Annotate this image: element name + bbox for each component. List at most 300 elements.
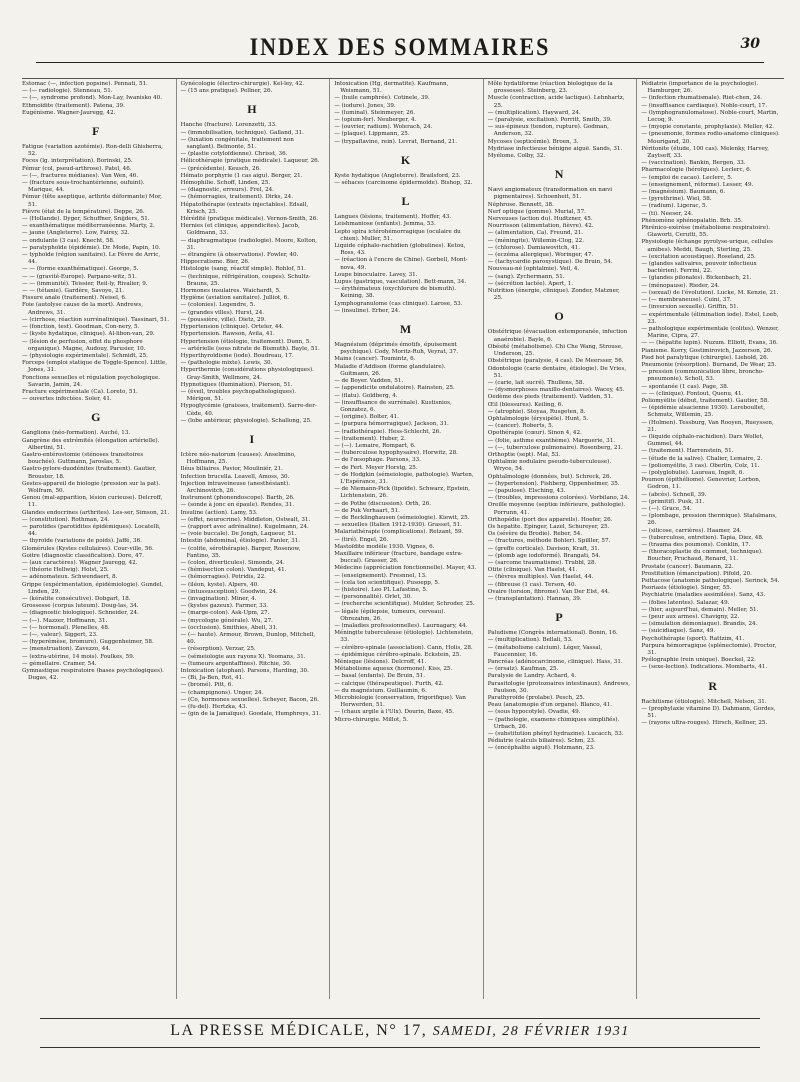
index-entry: — de Boyer. Vadden, 51.: [334, 378, 404, 385]
index-entry: Ophtalmie nodulaire pseudo-tuberculeuse). Wryce, 54.: [487, 459, 612, 473]
index-entry: — (constitution). Rothman, 24.: [22, 516, 110, 523]
index-entry: Nævi angiomateux (transformation en nævi pigmentaires). Schoenheit, 51.: [487, 187, 613, 201]
index-entry: — (kératite consécutive). Dobgart, 18.: [22, 596, 131, 602]
index-entry: — (insuline). Erber, 24.: [334, 307, 400, 314]
index-entry: Gangrène des extrémités (élongation artérielle). Albertini, 51.: [22, 437, 160, 451]
index-entry: Pédiatrie (importance de la psychologie). Hamburger, 26.: [641, 81, 759, 95]
index-entry: — (éveil, troubles psychopathologiques). Mérigon, 51.: [180, 388, 296, 403]
index-entry: — (voie buccale). De Jongh, Laqueur, 51.: [180, 531, 297, 538]
index-entry: — — (immunité). Teissier, Reil-ly, Rivalier, 9.: [22, 280, 148, 287]
index-entry: — (résorption). Verzar, 25.: [180, 646, 256, 653]
index-entry: — (atrophie). Stoyaa, Rusgeten, 8.: [487, 408, 586, 415]
index-entry: Malariathérapie (complications). Retzant, 59.: [334, 529, 464, 536]
index-entry: — (poussière, ville). Dietz, 29.: [180, 316, 266, 323]
index-entry: — (opium-fer). Neuberger, 4.: [334, 117, 417, 124]
letter-heading: K: [400, 152, 411, 167]
index-entry: Psychothérapie (sport). Rattzim, 41.: [641, 635, 745, 642]
index-entry: — — (gravité-Europe). Parpano-witz, 51.: [22, 273, 137, 280]
index-entry: — (diagnostic, erreurs). Frel, 24.: [180, 187, 274, 194]
index-entry: — (maladies professionnelles). Laurnagary, 44.: [334, 623, 468, 629]
index-entry: Mycoses (septicémie). Broen, 3.: [487, 138, 579, 145]
index-entry: — (cela ton scientifique). Pusoepp, 5.: [334, 579, 440, 586]
letter-heading: F: [92, 124, 100, 139]
index-entry: — (pathologie, examens chimiques simplifiés). Urbach, 26.: [487, 716, 620, 730]
index-entry: — (sous hypocotyle). Ovadie, 49.: [487, 709, 581, 716]
index-entry: — expérimentale (élimination iode). Estel, Loeb, 23.: [641, 311, 779, 325]
index-entry: Hypertension (étiologie, traitement). Dunn, 5.: [180, 338, 312, 345]
index-entry: Ophtalmologie (érysipèle). Hunt, 5.: [487, 415, 589, 422]
index-entry: — calcique (thérapeutique). Furth, 42.: [334, 680, 444, 687]
index-entry: — exanthématique méditerranéenne. Marty, 2.: [22, 223, 155, 230]
index-entry: Magnésium (déprimés émotifs, épuisement psychique). Cody, Moritz-Ruh, Veyrat, 37.: [334, 342, 459, 356]
index-entry: — (alimentation, Ca). Freund, 21.: [487, 230, 584, 237]
index-entry: — (—, valeur). Siggert, 23.: [22, 632, 98, 639]
index-entry: — (tumeurs argentaffines). Ritchie, 30.: [180, 660, 292, 667]
index-entry: — (—, tuberculose pulmonaire). Rosenberg, 21.: [487, 444, 623, 451]
index-entry: Micro-chirurgie. Millot, 5.: [334, 716, 409, 723]
index-entry: — (—). Lemaire, Rompart, 6.: [334, 442, 416, 449]
index-entry: — (ménopause). Rieder, 24.: [641, 282, 720, 289]
index-entry: Gynécologie (électro-chirurgie). Kel-ley, 42.: [180, 81, 305, 87]
index-entry: Lymphogranulome (cas clinique). Larose, 53.: [334, 300, 463, 307]
index-entry: — (épidémie alsacienne 1930). Lereboullet, Schmutz, Willemin, 25.: [641, 405, 766, 419]
index-entry: — ouvertes infectées. Soler, 41.: [22, 396, 112, 403]
index-entry: Langues (lésions, traitement). Hoffer, 43.: [334, 214, 452, 221]
index-entry: — (enseignement, réforme). Lesser, 49.: [641, 181, 754, 188]
index-entry: — (radiothérapie). Hess-Schlecht, 26.: [334, 428, 441, 435]
index-entry: — séhaces (carcinome épidermoïde). Bishop, 32.: [334, 180, 473, 187]
index-entry: — érythémateux (oxychlorure de bismuth). Keining, 38.: [334, 286, 457, 300]
index-entry: Otite (clinique). Van Haelst, 41.: [487, 567, 578, 574]
index-entry: Ictère néo-natorum (causes). Anselmino, Hoffmann, 25.: [180, 451, 296, 466]
index-entry: Fatigue (variation azotémie). Ron-delli Ghisberra, 52.: [22, 144, 163, 158]
index-entry: — (inversion sexuelle). Griffin, 51.: [641, 304, 739, 311]
index-entry: — (kystes gazeux). Farmer, 33.: [180, 603, 269, 610]
index-entry: — (Holmen). Tessburg, Van Rooyen, Rueyssen, 21.: [641, 419, 774, 433]
index-entry: Poliomyélite (début, traitement). Gautier, 58.: [641, 397, 770, 404]
index-entry: — (Bi, Ja-Ben, Rot, 41.: [180, 675, 244, 682]
index-entry: — (iodure). Jones, 39.: [334, 102, 396, 109]
index-entry: — (paralysie, excitation). Porritt, Smith, 39.: [487, 117, 612, 124]
index-entry: Hormones insulaires. Waichardt, 5.: [180, 288, 281, 295]
index-entry: Muscle (contraction, acide lactique). Lehnhartz, 25.: [487, 95, 625, 109]
index-entry: — (menstruation). Zavezzo, 44.: [22, 646, 111, 653]
index-entry: Phrénico-exérèse (métabolisme respiratoire). Giaworti, Cerutti, 55.: [641, 225, 770, 239]
letter-heading: H: [247, 102, 257, 117]
index-entry: — artérielle (sous nitrate de Bismuth). Bayle, 51.: [180, 345, 320, 352]
index-entry: — (technique, réfrigération, coupes). Schultz-Brauns, 25.: [180, 273, 311, 287]
index-entry: — (magnésium). Baumann, 6.: [641, 189, 726, 196]
index-entry: Ethmoïdite (traitement). Patena, 39.: [22, 102, 125, 109]
index-entry: Parasitologie (protozoaires intestinaux). Andrews, Paulson, 30.: [487, 680, 630, 694]
index-entry: — (kyste hydatique, clinique). Al-libon-van, 29.: [22, 331, 155, 338]
index-entry: — (grandes villes). Hurst, 24.: [180, 309, 265, 316]
index-entry: — (sonde à jonc en épaule). Rendes, 31.: [180, 502, 295, 509]
index-entry: Intoxication (Hg, dermatite). Kaufmann, Weismann, 51.: [334, 81, 449, 95]
index-entry: Gymnastique respiratoire (bases psychologiques). Dugas, 42.: [22, 668, 164, 682]
index-entry: Poumon (épithéliome). Genevrier, Lorbon, Godron, 11.: [641, 477, 761, 491]
index-entry: — (hypertension). Fishberg, Oppenheimer, 35.: [487, 480, 620, 487]
index-entry: — (— membraneuse). Cuini, 37.: [641, 297, 732, 304]
index-entry: — (—, syndrome profond). Mon-Lay, Iwanisko 40.: [22, 95, 162, 102]
index-entry: — (liquide céphalo-rachidien). Dars Wollet, Gummel, 44.: [641, 433, 764, 448]
index-entry: Môle hydatiforme (réaction biologique de la grossesse). Steinberg, 23.: [487, 81, 613, 95]
index-entry: Foces (lg. interprétation). Borinski, 25.: [22, 158, 133, 165]
index-entry: — de Recklinghausen (sémeiologie). Kiewit, 25.: [334, 514, 470, 521]
index-entry: Hémophilie. Schoff, Linden, 25.: [180, 180, 271, 187]
index-entry: — (hémorragies). Petridis, 22.: [180, 574, 266, 581]
index-entry: Néphrose. Bennett, 38.: [487, 201, 554, 208]
index-entry: — (prophylaxie vitamine D). Dahmann, Gordes, 51.: [641, 705, 776, 720]
index-entry: Grippe (expérimentation, épidémiologie). Gundel, Linden, 29.: [22, 581, 164, 595]
index-entry: — (théorie Hellwig). Holst, 25.: [22, 567, 109, 574]
index-entry: — (excitation acoustique). Roseland, 25.: [641, 253, 756, 260]
index-entry: Hypertension (clinique). Orteler, 44.: [180, 324, 284, 331]
index-entry: — (précédente). Keusch, 26.: [180, 165, 261, 172]
index-entry: Insuline (action). Lamy, 53.: [180, 509, 258, 516]
index-entry: — (enseignement). Fresnnel, 13.: [334, 572, 427, 579]
index-entry: Nouveau-né (ophtalmie). Veil, 4.: [487, 266, 580, 273]
index-entry: Nutrition (énergie, clinique). Zonder, Matzner, 25.: [487, 288, 620, 302]
index-entry: — (immobilisation, technique). Galland, 31.: [180, 129, 304, 136]
index-entry: — de Niemann-Pick (lipoïde). Schwarz, Epstein, Lichtenstein, 26.: [334, 486, 471, 500]
index-entry: — (suicidiaque). Sanz, 49.: [641, 628, 716, 635]
index-entry: Méningite tuberculeuse (étiologie). Lichtenstein, 33.: [334, 630, 474, 644]
index-entry: Glandes endocrines (arthrites). Les-ser, Simson, 21.: [22, 509, 170, 516]
index-column: [176, 79, 324, 999]
index-entry: Fonctions sexuelles et régulation psychologique. Savarin, Jamin, 24.: [22, 374, 161, 388]
index-entry: — (glandes pilonales). Bickenbach, 21.: [641, 275, 752, 282]
index-entry: Hérédité (pratique médicale). Vernon-Smith, 26.: [180, 216, 319, 223]
index-columns: [22, 78, 784, 999]
index-entry: Os (sévère du Brodie). Reber, 54.: [487, 531, 583, 538]
index-entry: — (carie, lait sucré). Thullens, 58.: [487, 379, 585, 386]
index-entry: Ganglions (néo-formation). Auché, 13.: [22, 430, 131, 437]
index-entry: Estomac (—, infection popsine). Pennati, 51.: [22, 81, 148, 87]
index-entry: Fémur (col, pseud-arthrose). Patel, 46.: [22, 165, 132, 172]
index-entry: Ophtalmologie (données, but). Schreck, 26.: [487, 473, 612, 480]
index-entry: Physiologie (échange pyrolyse-urique, cellules amibes). Meddi, Baugh, Sterling, 25.: [641, 239, 773, 253]
index-entry: — thyroïde (variations de poids). Jaffé, 36.: [22, 538, 142, 545]
index-entry: — (ti). Neeser, 24.: [641, 210, 693, 217]
index-entry: — — (forme exanthématique). George, 5.: [22, 266, 139, 273]
index-entry: Paralysie de Landry. Achard, 4.: [487, 673, 577, 680]
index-entry: Parathyroïde (prolabe). Pesch, 25.: [487, 695, 585, 702]
index-entry: Mains (cancer). Toumintz, 6.: [334, 356, 416, 363]
index-entry: — de l'œsophage. Parsons, 33.: [334, 457, 421, 464]
index-entry: Grossesse (corpus luteum). Doug-las, 34.: [22, 603, 139, 610]
index-entry: — (Co, hormones sexuelles). Scheyer, Bacon, 26.: [180, 696, 319, 703]
index-entry: — — (clinique). Fontout, Quenu, 41.: [641, 390, 744, 397]
index-entry: — (myopie constante, prophylaxie). Meller, 42.: [641, 124, 775, 131]
journal-name: LA PRESSE MÉDICALE, N° 17,: [170, 1022, 428, 1039]
index-entry: Intoxication (atophan). Parsons, Harding, 30.: [180, 668, 309, 675]
index-entry: — (troubles, impressions colorées). Vorbilano, 24.: [487, 495, 630, 502]
index-entry: Genou (mal-apparition, lésion curieuse). Delcroff, 11.: [22, 495, 163, 509]
index-entry: — (tachycardie paroxystique). De Bruin, 54.: [487, 259, 613, 266]
index-entry: — (fièvres multiples). Van Haelst, 44.: [487, 574, 594, 581]
index-entry: — — (hépatite lupin). Nuzum. Elliott, Evans, 36.: [641, 340, 778, 347]
index-entry: — (personnalité). Orlet, 30.: [334, 594, 413, 601]
index-entry: — parotides (parotidites épidémiques). Locatelli, 44.: [22, 523, 161, 538]
index-entry: — ondulante (3 cas). Knecht, 58.: [22, 237, 115, 244]
index-entry: — (flatu). Goldberg, 4.: [334, 392, 398, 399]
letter-heading: L: [401, 194, 410, 209]
index-entry: — (peur aux armes). Chavigny, 22.: [641, 614, 740, 621]
index-entry: — (abcès). Schnell, 39.: [641, 491, 707, 498]
index-entry: — (colite, sérothérapie). Barger, Rosenow, Fantino, 35.: [180, 545, 301, 559]
index-entry: Foie (autolyse cause de la mort). Andrews, Andrews, 31.: [22, 302, 144, 316]
index-entry: — (substitution phényl hydrazine). Lucacch, 53.: [487, 731, 624, 738]
index-entry: — basal (enfants). De Bruin, 51.: [334, 673, 426, 680]
index-entry: Péritonite (étude, 100 cas). Melenky, Harvey, Zaytseff, 33.: [641, 145, 769, 160]
index-title: INDEX DES SOMMAIRES: [249, 32, 551, 61]
index-entry: — (—, fractures médianes). Van Wen, 46.: [22, 172, 139, 179]
index-entry: — adénomateux. Schwendaert, 8.: [22, 574, 118, 581]
index-column: [329, 79, 477, 999]
index-entry: Microbiologie (conservation, frigorifique). Van Herwerden, 51.: [334, 695, 466, 709]
index-entry: — (Hollande). Dyger, Schuffner, Snijders, 51.: [22, 216, 150, 223]
index-entry: — (hémisection colon). Vandeput, 41.: [180, 567, 287, 574]
index-entry: — de Puk Verhaart, 51.: [334, 507, 400, 514]
index-entry: Œil (blessures). Keiling, 6.: [487, 401, 564, 408]
index-entry: Lupus (gastrique, vasculation). Bett-mann, 34.: [334, 279, 467, 286]
index-entry: Hypoglycémie (graisses, traitement). Sarre-der-Cède, 40.: [180, 403, 317, 417]
index-entry: — (effet, neurocrine). Middleton, Ostwalt, 31.: [180, 516, 311, 523]
index-entry: — (traitement). Harrenstein, 51.: [641, 448, 734, 455]
index-entry: Eugénisme. Wagner-Jauregg, 42.: [22, 109, 116, 116]
index-entry: — (occlusion). Smithies, Abell, 31.: [180, 624, 278, 631]
index-entry: — (trauma des poumons). Conklin, 17.: [641, 542, 751, 548]
index-entry: — (—). Mazzer, Hoffmann, 31.: [22, 617, 108, 624]
index-entry: — (luxation congénitale, traitement non sanglant). Belmonte, 51.: [180, 136, 294, 151]
index-entry: Pied bot paralytique (chirurgie). Liebold, 26.: [641, 354, 769, 361]
index-entry: — (polyglobulie). Laureau, Ingelt, 6.: [641, 469, 745, 476]
index-entry: — (fibreuse (1 cas). Terson, 40.: [487, 581, 577, 588]
index-entry: Mydriase infectieuse bénigne aiguë. Sands, 31.: [487, 145, 623, 152]
index-entry: — (huile camphrée). Cotinele, 39.: [334, 95, 430, 102]
index-entry: Pédiatrie (calculs biliaires). Schm, 23.: [487, 738, 596, 745]
index-entry: — de Fert. Meyer Horstg, 25.: [334, 464, 418, 471]
index-entry: — (folies latentes). Salazar, 49.: [641, 599, 730, 606]
index-entry: — (primitif). Pusk, 31.: [641, 498, 705, 505]
index-entry: Prostitution (émancipation). Pifold, 20.: [641, 570, 752, 577]
index-entry: — (chaux argile à l'Ulx). Dourin, Baxe, 45.: [334, 709, 454, 716]
index-entry: — de Pothe (discussion). Orth, 26.: [334, 500, 432, 507]
index-entry: Oreille moyenne (septiœ inférieure, pathologie). Porrunn, 41.: [487, 502, 626, 516]
index-entry: Odontologie (carie dentaire, étiologie). De Vries, 51.: [487, 365, 627, 379]
index-entry: — (trypaflavine, rein). Levrat, Bernand, 21.: [334, 138, 458, 145]
index-entry: — (cancer). Roberts, 5.: [487, 423, 554, 430]
index-entry: — (lésion de perfusion, effet du phosphore organique). Magne, Audouy, Parusier, 10.: [22, 338, 146, 352]
index-entry: Intestin (abdominal, étiologie). Fanler, 31.: [180, 538, 301, 545]
index-entry: — (plaque). Lippmann, 25.: [334, 131, 410, 138]
index-entry: — sexuelles (Italien 1912-1930). Grasset, 51.: [334, 522, 462, 529]
index-entry: Fémur (tête aseptique, arthrite déformante) Mor, 51.: [22, 194, 162, 208]
index-entry: Hélicothérapie (pratique médicale). Laqueur, 26.: [180, 158, 320, 165]
letter-heading: O: [554, 309, 564, 324]
letter-heading: M: [399, 322, 412, 337]
index-entry: — sus-épineux (tendon, rupture). Godman, Anderson, 32.: [487, 124, 609, 138]
index-entry: — (purpura hémorragique). Jackson, 31.: [334, 421, 449, 428]
index-entry: Nerf optique (gomme). Murial, 57.: [487, 208, 586, 215]
index-entry: — (infection rhumatismale). Riet-chen, 24.: [641, 95, 763, 102]
index-entry: Rachitisme (étiologie). Mitchell, Nelson, 31.: [641, 698, 767, 705]
index-entry: Hernies (et clinique, appendicites). Jacob, Goldmann, 33.: [180, 223, 300, 237]
index-entry: — (— haute). Armour, Brown, Dunlop, Mitchell, 40.: [180, 632, 316, 646]
index-entry: Ménisque (lésions). Delcroff, 41.: [334, 659, 427, 666]
index-entry: Injection intraveineuse (anesthésiant). Archinovitch, 26.: [180, 480, 291, 494]
index-entry: Hanche (fracture). Lorenzetti, 33.: [180, 122, 277, 129]
index-column: [22, 79, 170, 999]
index-entry: — (sexe-lection). Indications. Mombarts, 41.: [641, 664, 768, 671]
index-entry: — (origine). Bolter, 41.: [334, 414, 399, 421]
index-entry: Gastro-entérostomie (sténoses transitoires bouchée). Guttmann, Jaroslas, 5.: [22, 451, 144, 466]
index-entry: — (champignons). Unger, 24.: [180, 689, 264, 696]
index-entry: — (sarcome traumatisme). Trubbl, 28.: [487, 559, 597, 566]
index-entry: — (luminal). Steinmeyer, 26.: [334, 109, 416, 116]
index-entry: — (lymphogranulomatose). Noble-court, Martin, Lecoq, 9.: [641, 109, 779, 124]
index-entry: — (réaction à l'encre de Chine). Gorbell, Mont-nova, 49.: [334, 257, 468, 271]
index-entry: — épidémique cérébro-spinale. Eckstein, 25.: [334, 651, 462, 658]
index-entry: Ovaire (torsion, fibrome). Van Der Elst, 44.: [487, 588, 610, 595]
index-entry: Hépatothérapie (extraits injectables). Edsall, Krisch, 25.: [180, 201, 309, 215]
index-entry: Forceps (emploi statique de Toggle-Spence). Little, Jones, 31.: [22, 360, 168, 374]
index-entry: Obstétrique (paralysie, 4 cas). De Meersser, 56.: [487, 358, 624, 365]
index-entry: Fièvre (état de la température). Deppe, 26.: [22, 208, 145, 215]
index-entry: Pneumonie (résorption). Burnand, De Wear, 25.: [641, 361, 777, 368]
index-entry: — (plombage, pression thermique). Stafalmans, 26.: [641, 513, 777, 527]
index-entry: — (thoracoplastie du cœmmet, technique). Boucher, Pruchaud, Renard, 11.: [641, 549, 763, 563]
index-entry: — (métabolisme calcium). Léger, Vassal, Faucennier, 16.: [487, 644, 603, 658]
index-entry: — (tiré). Engel, 26.: [334, 536, 389, 543]
index-entry: Nourrisson (alimentation, fièvre). 42.: [487, 223, 594, 230]
index-entry: Gestes-appareil de biologie (pression sur la pat). Wolfram, 50.: [22, 480, 161, 494]
index-entry: Iléus biliaires. Pavior, Mouliniér, 21.: [180, 466, 283, 473]
index-entry: Oedème des pieds (traitement). Vadden, 51.: [487, 394, 613, 401]
index-entry: — gémellaire. Cramer, 54.: [22, 660, 97, 667]
index-entry: — diaphragmatique (radiologie). Moore, Kolton, 31.: [180, 237, 318, 251]
index-entry: Hémato porphyrie (1 cas aigu). Berger, 21.: [180, 172, 303, 179]
index-entry: — (eczéma allergique). Woringer, 47.: [487, 252, 594, 259]
index-entry: — (plastie cotyloïdienne). Chrisst, 36.: [180, 151, 288, 158]
index-entry: — (pyrethrine). Wiel, 58.: [641, 196, 712, 203]
index-entry: Goitre (diagnostic classification). Dore, 47.: [22, 552, 144, 559]
index-entry: — de Hodgkin (sémeiologie, pathologie). Warten, L'Espérance, 31.: [334, 471, 474, 485]
index-entry: Pyélographie (rein unique). Boeckel, 22.: [641, 657, 756, 664]
index-entry: Hygiène (aviation sanitaire). Julliot, 6.: [180, 295, 290, 302]
index-entry: — (diagnostic biologique). Schneider, 24.: [22, 610, 139, 617]
index-entry: — spontanée (1 cas). Page, 38.: [641, 383, 729, 390]
index-entry: Psittacose (anatomie pathologique). Serinck, 54.: [641, 578, 780, 585]
index-entry: — (rapport avec adrénaline). Kugelmann, 24.: [180, 523, 309, 530]
index-entry: — (glandes salivaires, pouvoir infectieux bactérien). Ferrini, 22.: [641, 261, 757, 275]
index-entry: — (histoire). Leo PL Lafastine, 5.: [334, 586, 428, 593]
index-entry: — (folie, asthme exanthème). Marguerie, 31.: [487, 437, 616, 444]
index-entry: Médecine (appréciation fonctionnelle). Mayer, 43.: [334, 565, 477, 572]
index-entry: — (recherche scientifique). Mulder, Schroder, 25.: [334, 601, 475, 608]
index-entry: — (pneumonie, formes rodio-anatomo cliniques). Mourigand, 20.: [641, 131, 780, 145]
letter-heading: G: [91, 410, 101, 425]
index-entry: — (bromé). Pitt, 6.: [180, 682, 234, 689]
index-entry: — (aux caractères). Wagner Jauregg, 42.: [22, 559, 138, 566]
index-entry: — (multiplication). Bellali, 53.: [487, 637, 573, 644]
index-entry: — (emploi de cacao). Leclerc, 5.: [641, 174, 733, 181]
index-entry: — (encéphalite aiguë). Holzmann, 23.: [487, 745, 595, 752]
index-entry: — (tuberculose, entretien). Tapia, Diez, 48.: [641, 534, 764, 541]
index-entry: Orthopédie (port des appareils). Hoefer, 26.: [487, 516, 613, 523]
index-entry: Phénomène sphénopalatin. Brb. 35.: [641, 217, 743, 224]
index-entry: Opothérapie (cœur). Sinon 4, 42.: [487, 430, 582, 437]
index-entry: — (extra-utérine, 14 mois). Foulkes, 59.: [22, 653, 135, 660]
index-entry: — (vaccination). Bankin, Bergen, 33.: [641, 160, 746, 167]
index-entry: — (sexual) de l'évolution). Lucke, M. Kenzie, 21.: [641, 289, 779, 296]
journal-footer: [40, 1022, 760, 1040]
index-entry: — (— radiologie). Stenneau, 51.: [22, 88, 113, 95]
index-entry: — (insuffisance de surrénale). Kustisnios, Gonzatez, 6.: [334, 399, 452, 413]
index-entry: — (hier, aujourd'hui, demain). Meller, 51.: [641, 606, 759, 613]
index-entry: — (—). Grace, 54.: [641, 505, 692, 512]
index-entry: Hypnotiques (flumination). Pierson, 51.: [180, 381, 293, 388]
index-entry: — (cirrhose, réaction surrénalinique). Tassinari, 51.: [22, 316, 170, 323]
index-entry: Histologie (sang, réactif simple). Rohlof, 51.: [180, 266, 306, 273]
page-header: [36, 32, 764, 63]
index-entry: Lepto spira ictérohémorragique (oculaire du chien). Muller, 51.: [334, 228, 461, 242]
index-entry: — (tuberculose hypophysaire). Horwitz, 28.: [334, 450, 458, 457]
index-entry: — (sang). Zychermann, 51.: [487, 273, 565, 280]
index-entry: Loupe binoculaire. Lavey, 31.: [334, 271, 418, 278]
index-entry: — (appendicite ondulatoire). Rainsten, 25.: [334, 385, 455, 392]
index-entry: Peau (anatomopie d'un organe). Blanco, 41.: [487, 702, 613, 709]
index-entry: Gastro-pylore-duodénites (traitement). Gautier, Brouster, 18.: [22, 466, 157, 480]
index-entry: — pression (communication libre, broncho-pneumonie). Scholl, 53.: [641, 369, 765, 383]
index-column: [483, 79, 631, 999]
index-entry: Leishmaniose (enfants). Jemma, 53.: [334, 221, 436, 228]
letter-heading: R: [708, 678, 718, 693]
index-entry: — du magnésium. Guillaumin, 6.: [334, 687, 427, 694]
index-entry: — (marge-colon). Ask-Upm, 27.: [180, 610, 270, 617]
index-entry: — (dysmorphoses maxillo-dentaires). Wacey, 45.: [487, 387, 625, 394]
index-entry: — (iléon, kyste). Alpers, 40.: [180, 581, 259, 588]
index-entry: Obésité (métabolisme). Chi Che Wang, Strouse, Underson, 25.: [487, 343, 623, 358]
index-entry: Liquide céphalo-rachidien (globulines). Ketou, Ross, 43.: [334, 243, 466, 257]
index-entry: Nerveuses (action du). Hudtzner, 45.: [487, 216, 593, 223]
index-entry: Hyperthermie (considérations physiologiques). Gray-Smith, Wellmore, 24.: [180, 367, 314, 381]
index-entry: — étrangère (à observations). Fowler, 40.: [180, 252, 299, 259]
index-entry: Kyste hydatique (Angleterre). Brailsford, 23.: [334, 172, 461, 179]
index-entry: — (fractures, méthode Bohler). Spilller, 57.: [487, 538, 611, 545]
index-entry: Maxillaire inférieur (fracture, bandage extra-buccal). Grasser, 26.: [334, 550, 463, 565]
index-entry: — (transplantation). Hannan, 39.: [487, 596, 582, 602]
index-entry: — (fracture sous-trochantérienne, oufuint). Marique, 44.: [22, 180, 145, 194]
index-entry: — (multiplication). Hayward, 24.: [487, 109, 581, 116]
index-entry: — (rayons ultra-rouges). Hirsch, Kellner, 25.: [641, 720, 768, 727]
index-entry: Os hepatite. Epinger, Lazel, Schureyer, 25.: [487, 523, 610, 530]
index-entry: Maladie d'Addison (forme glandulaire). Guitmann, 26.: [334, 363, 446, 377]
index-entry: — (— hormonal). Plenelles, 48.: [22, 624, 110, 631]
index-entry: Instrument (phonendoscope). Barth, 26.: [180, 495, 295, 502]
index-entry: Glomérules (Kystes cellulaires). Cour-ville, 56.: [22, 545, 154, 552]
index-entry: — (insuffisance cardiaque). Noble-court, 17.: [641, 102, 767, 109]
index-entry: — (sémeiologie aux rayons X). Yeomans, 31.: [180, 653, 306, 660]
index-entry: Prostate (cancer). Baumann, 22.: [641, 563, 734, 570]
index-entry: — (poliomyélite, 3 cas). Oberlin, Colz, 11.: [641, 462, 760, 469]
index-entry: — jaune (Angleterre). Low, Fairey, 32.: [22, 230, 130, 237]
index-entry: — (15 ans pratique). Pellner, 26.: [180, 88, 273, 95]
index-entry: Fracture expérimentale (Ca). Loreto, 51.: [22, 388, 138, 395]
index-entry: Psoriasis (étiologie). Singer, 55.: [641, 585, 732, 592]
index-entry: — (étude de la salive). Chalier, Lemaire, 2.: [641, 455, 763, 462]
